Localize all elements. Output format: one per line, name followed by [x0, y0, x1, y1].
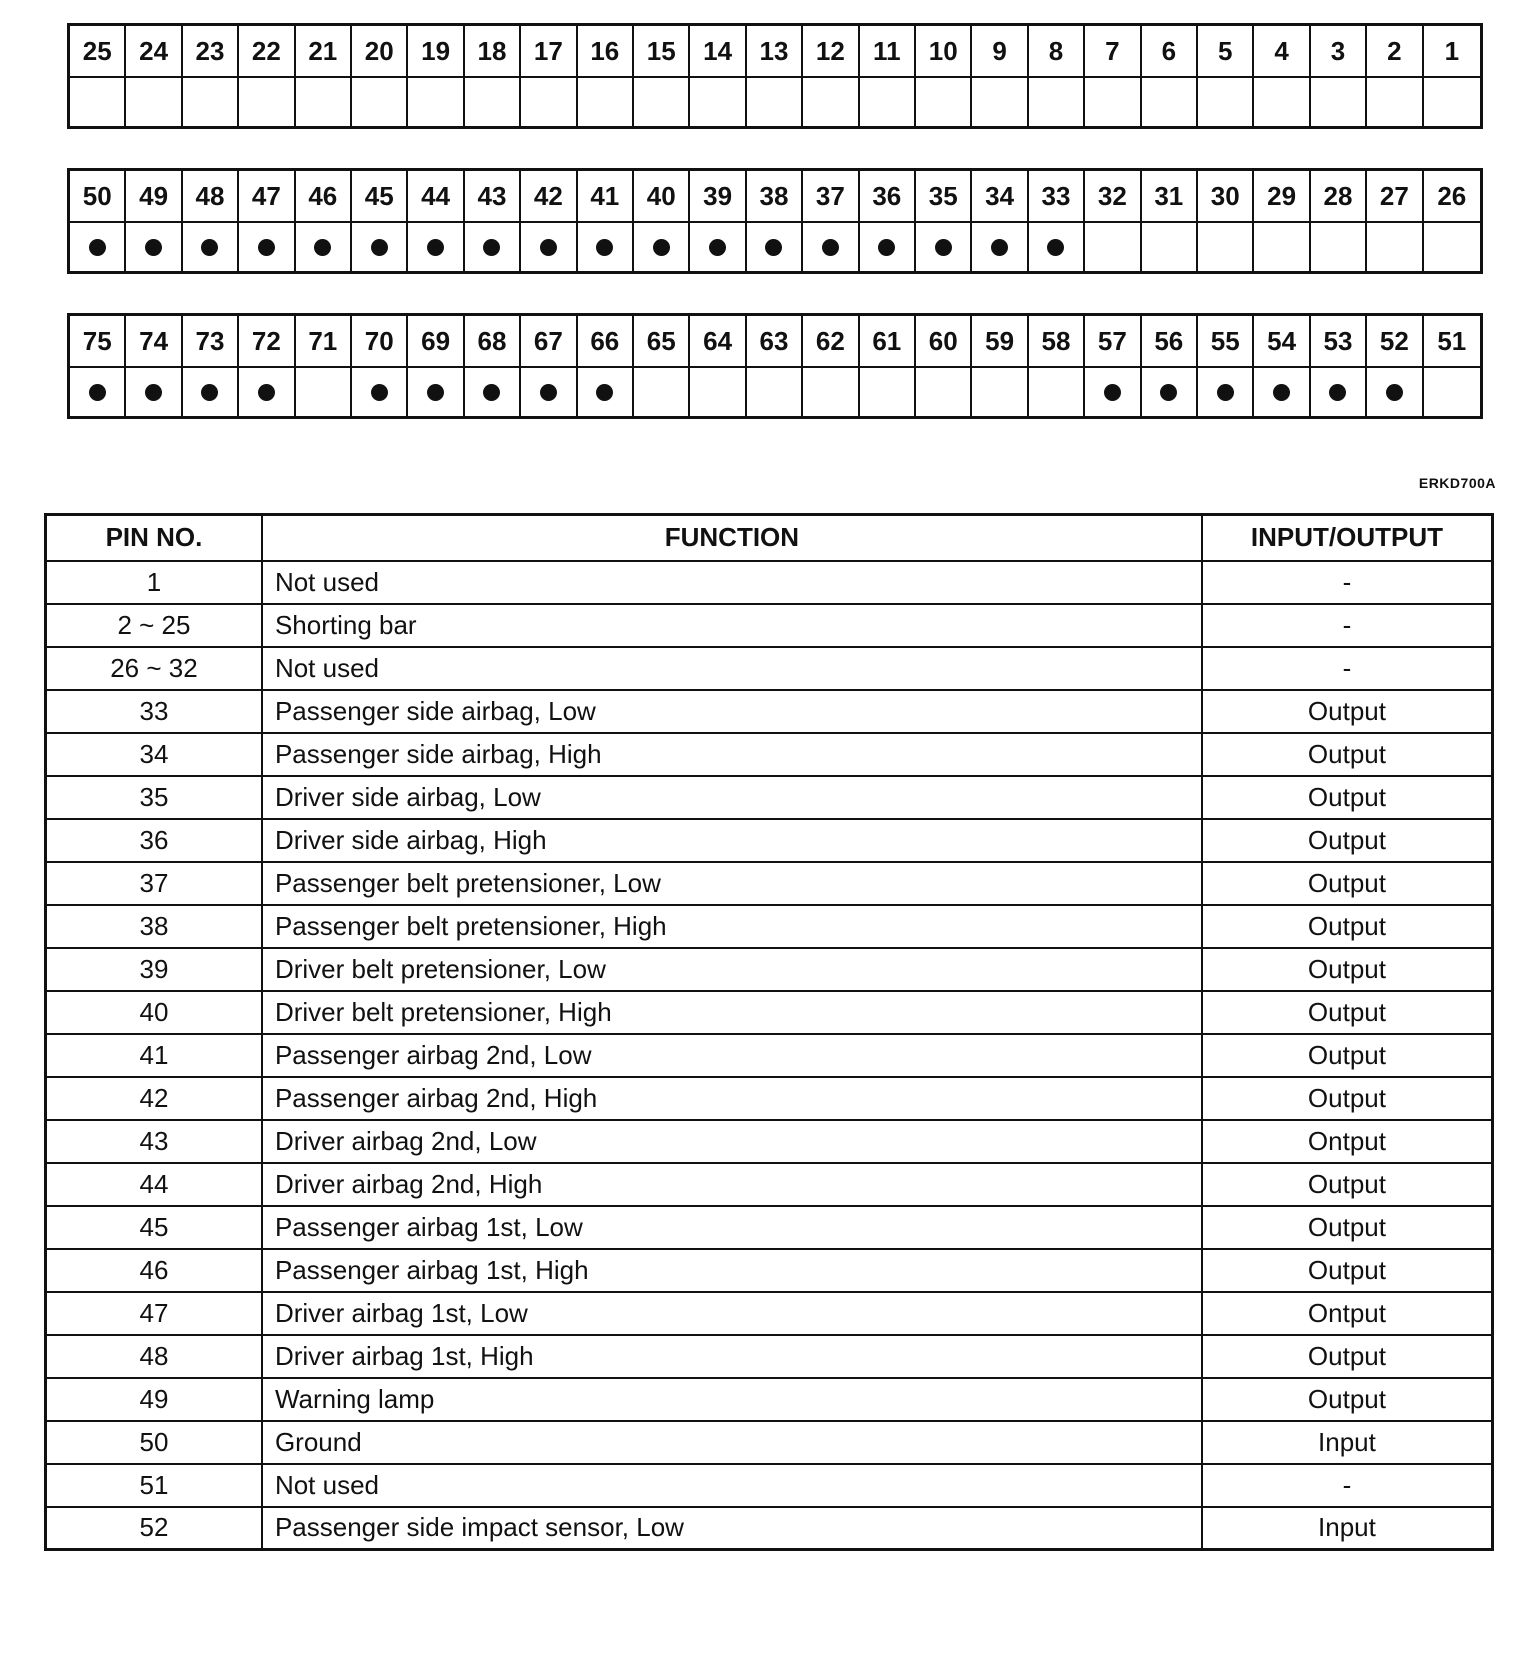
- pin-number-cell: 12: [803, 26, 859, 78]
- pin-number-cell: 24: [126, 26, 182, 78]
- pin-number-cell: 37: [803, 171, 859, 223]
- pin-no-cell: 41: [46, 1034, 262, 1077]
- pin-terminal-cell: [1142, 78, 1198, 126]
- pin-number-cell: 48: [183, 171, 239, 223]
- pin-terminal-cell: [1367, 368, 1423, 416]
- pin-number-cell: 51: [1424, 316, 1480, 368]
- table-row: [46, 1077, 1493, 1120]
- pin-number-cell: 10: [916, 26, 972, 78]
- pin-number-cell: 9: [972, 26, 1028, 78]
- pin-number-cell: 52: [1367, 316, 1423, 368]
- pin-no-cell: 46: [46, 1249, 262, 1292]
- function-cell: Driver side airbag, Low: [262, 776, 1202, 819]
- pin-number-cell: 40: [634, 171, 690, 223]
- pin-terminal-cell: [690, 223, 746, 271]
- terminal-populated-dot: [427, 384, 444, 401]
- function-cell: Driver airbag 1st, Low: [262, 1292, 1202, 1335]
- pin-terminal-cell: [1198, 223, 1254, 271]
- pin-number-cell: 55: [1198, 316, 1254, 368]
- function-cell: Passenger side airbag, Low: [262, 690, 1202, 733]
- pin-terminal-cell: [578, 78, 634, 126]
- pin-terminal-cell: [578, 368, 634, 416]
- pin-terminal-cell: [747, 368, 803, 416]
- table-row: [46, 1249, 1493, 1292]
- function-cell: Passenger side airbag, High: [262, 733, 1202, 776]
- pin-terminal-cell: [408, 78, 464, 126]
- input-output-cell: Output: [1202, 991, 1493, 1034]
- input-output-cell: Output: [1202, 1077, 1493, 1120]
- terminal-populated-dot: [596, 384, 613, 401]
- input-output-cell: Ontput: [1202, 1120, 1493, 1163]
- terminal-populated-dot: [1104, 384, 1121, 401]
- pin-terminal-cell: [126, 368, 182, 416]
- table-row: [46, 1120, 1493, 1163]
- terminal-populated-dot: [1386, 384, 1403, 401]
- pin-terminal-cell: [1254, 223, 1310, 271]
- pin-no-cell: 38: [46, 905, 262, 948]
- pin-number-cell: 31: [1142, 171, 1198, 223]
- pin-number-cell: 62: [803, 316, 859, 368]
- pin-number-cell: 36: [860, 171, 916, 223]
- pin-number-cell: 42: [521, 171, 577, 223]
- pin-no-cell: 42: [46, 1077, 262, 1120]
- function-cell: Ground: [262, 1421, 1202, 1464]
- input-output-cell: Output: [1202, 1163, 1493, 1206]
- pin-no-cell: 48: [46, 1335, 262, 1378]
- terminal-populated-dot: [822, 239, 839, 256]
- input-output-cell: Output: [1202, 690, 1493, 733]
- function-cell: Driver airbag 2nd, High: [262, 1163, 1202, 1206]
- function-cell: Driver side airbag, High: [262, 819, 1202, 862]
- pin-terminal-cell: [1311, 78, 1367, 126]
- table-row: [46, 561, 1493, 604]
- pin-number-cell: 6: [1142, 26, 1198, 78]
- pin-no-cell: 47: [46, 1292, 262, 1335]
- table-row: [46, 776, 1493, 819]
- pin-no-cell: 36: [46, 819, 262, 862]
- terminal-populated-dot: [89, 384, 106, 401]
- input-output-cell: Output: [1202, 948, 1493, 991]
- function-cell: Passenger airbag 2nd, High: [262, 1077, 1202, 1120]
- input-output-cell: Input: [1202, 1507, 1493, 1550]
- table-row: [46, 905, 1493, 948]
- pin-number-cell: 47: [239, 171, 295, 223]
- pin-no-cell: 33: [46, 690, 262, 733]
- pin-no-cell: 45: [46, 1206, 262, 1249]
- pin-terminal-cell: [70, 368, 126, 416]
- pin-number-cell: 21: [296, 26, 352, 78]
- function-cell: Passenger belt pretensioner, High: [262, 905, 1202, 948]
- table-row: [46, 647, 1493, 690]
- terminal-populated-dot: [540, 384, 557, 401]
- input-output-cell: Output: [1202, 1034, 1493, 1077]
- pin-number-cell: 65: [634, 316, 690, 368]
- input-output-cell: Output: [1202, 1378, 1493, 1421]
- function-cell: Passenger airbag 1st, Low: [262, 1206, 1202, 1249]
- pin-number-cell: 39: [690, 171, 746, 223]
- input-output-cell: -: [1202, 1464, 1493, 1507]
- pin-terminal-cell: [1254, 368, 1310, 416]
- terminal-populated-dot: [371, 384, 388, 401]
- table-row: [46, 819, 1493, 862]
- terminal-populated-dot: [89, 239, 106, 256]
- pin-terminal-cell: [183, 368, 239, 416]
- connector-row-2: [67, 168, 1483, 274]
- pin-number-cell: 70: [352, 316, 408, 368]
- pin-number-cell: 56: [1142, 316, 1198, 368]
- pin-terminal-cell: [860, 368, 916, 416]
- pin-no-cell: 40: [46, 991, 262, 1034]
- pin-number-cell: 14: [690, 26, 746, 78]
- input-output-cell: -: [1202, 561, 1493, 604]
- terminal-populated-dot: [878, 239, 895, 256]
- terminal-populated-dot: [991, 239, 1008, 256]
- pin-terminal-cell: [690, 78, 746, 126]
- pin-no-cell: 44: [46, 1163, 262, 1206]
- pin-number-cell: 18: [465, 26, 521, 78]
- function-cell: Driver airbag 1st, High: [262, 1335, 1202, 1378]
- table-row: [46, 604, 1493, 647]
- terminal-populated-dot: [1160, 384, 1177, 401]
- pin-terminal-cell: [972, 78, 1028, 126]
- pin-number-cell: 64: [690, 316, 746, 368]
- pin-number-cell: 34: [972, 171, 1028, 223]
- pin-no-cell: 52: [46, 1507, 262, 1550]
- table-row: [46, 1292, 1493, 1335]
- table-row: [46, 1034, 1493, 1077]
- figure-code: ERKD700A: [1418, 475, 1496, 491]
- terminal-populated-dot: [258, 239, 275, 256]
- pin-number-cell: 59: [972, 316, 1028, 368]
- pin-number-cell: 44: [408, 171, 464, 223]
- pin-terminal-cell: [860, 78, 916, 126]
- terminal-populated-dot: [483, 239, 500, 256]
- pin-terminal-cell: [690, 368, 746, 416]
- pin-terminal-cell: [916, 78, 972, 126]
- input-output-cell: Output: [1202, 1206, 1493, 1249]
- pin-number-cell: 2: [1367, 26, 1423, 78]
- pin-number-cell: 1: [1424, 26, 1480, 78]
- pin-function-table: [44, 513, 1494, 1551]
- pin-terminal-cell: [972, 368, 1028, 416]
- pin-number-cell: 11: [860, 26, 916, 78]
- pin-no-cell: 39: [46, 948, 262, 991]
- pin-no-cell: 50: [46, 1421, 262, 1464]
- pin-no-cell: 34: [46, 733, 262, 776]
- pin-number-cell: 60: [916, 316, 972, 368]
- pin-terminal-cell: [916, 368, 972, 416]
- function-cell: Not used: [262, 647, 1202, 690]
- pin-number-cell: 43: [465, 171, 521, 223]
- terminal-populated-dot: [765, 239, 782, 256]
- function-cell: Driver airbag 2nd, Low: [262, 1120, 1202, 1163]
- table-row: [46, 991, 1493, 1034]
- pin-terminal-cell: [634, 223, 690, 271]
- pin-number-cell: 4: [1254, 26, 1310, 78]
- function-cell: Not used: [262, 561, 1202, 604]
- pin-number-cell: 23: [183, 26, 239, 78]
- pin-number-cell: 73: [183, 316, 239, 368]
- input-output-cell: Input: [1202, 1421, 1493, 1464]
- pin-no-cell: 35: [46, 776, 262, 819]
- pin-terminal-cell: [1029, 223, 1085, 271]
- pin-terminal-cell: [521, 368, 577, 416]
- function-cell: Passenger airbag 1st, High: [262, 1249, 1202, 1292]
- pin-terminal-cell: [916, 223, 972, 271]
- table-row: [46, 1163, 1493, 1206]
- pin-number-cell: 29: [1254, 171, 1310, 223]
- function-cell: Shorting bar: [262, 604, 1202, 647]
- table-row: [46, 1335, 1493, 1378]
- table-row: [46, 733, 1493, 776]
- pin-number-cell: 74: [126, 316, 182, 368]
- input-output-cell: Output: [1202, 1249, 1493, 1292]
- terminal-populated-dot: [371, 239, 388, 256]
- pin-terminal-cell: [1085, 78, 1141, 126]
- pin-no-cell: 26 ~ 32: [46, 647, 262, 690]
- pin-number-cell: 15: [634, 26, 690, 78]
- pin-terminal-cell: [183, 223, 239, 271]
- pin-terminal-cell: [634, 78, 690, 126]
- pin-number-cell: 38: [747, 171, 803, 223]
- header-function: FUNCTION: [262, 515, 1202, 561]
- pin-number-cell: 28: [1311, 171, 1367, 223]
- pin-terminal-cell: [1142, 368, 1198, 416]
- pin-terminal-cell: [803, 368, 859, 416]
- input-output-cell: -: [1202, 604, 1493, 647]
- terminal-populated-dot: [258, 384, 275, 401]
- pin-number-cell: 41: [578, 171, 634, 223]
- pin-no-cell: 43: [46, 1120, 262, 1163]
- terminal-populated-dot: [145, 384, 162, 401]
- pin-terminal-cell: [352, 78, 408, 126]
- terminal-populated-dot: [427, 239, 444, 256]
- input-output-cell: Output: [1202, 776, 1493, 819]
- pin-terminal-cell: [70, 223, 126, 271]
- pin-number-cell: 7: [1085, 26, 1141, 78]
- pin-terminal-cell: [1424, 223, 1480, 271]
- function-cell: Driver belt pretensioner, Low: [262, 948, 1202, 991]
- input-output-cell: Output: [1202, 862, 1493, 905]
- connector-row-3: [67, 313, 1483, 419]
- table-row: [46, 1206, 1493, 1249]
- pin-number-cell: 30: [1198, 171, 1254, 223]
- pin-terminal-cell: [747, 78, 803, 126]
- pin-terminal-cell: [296, 368, 352, 416]
- pin-number-cell: 50: [70, 171, 126, 223]
- pin-number-cell: 32: [1085, 171, 1141, 223]
- input-output-cell: Output: [1202, 905, 1493, 948]
- pin-number-cell: 19: [408, 26, 464, 78]
- pin-terminal-cell: [1029, 368, 1085, 416]
- pin-number-cell: 25: [70, 26, 126, 78]
- pin-number-cell: 13: [747, 26, 803, 78]
- pin-number-cell: 20: [352, 26, 408, 78]
- pin-number-cell: 33: [1029, 171, 1085, 223]
- pin-terminal-cell: [1254, 78, 1310, 126]
- table-row: [46, 1378, 1493, 1421]
- pin-terminal-cell: [521, 78, 577, 126]
- connector-row-1: [67, 23, 1483, 129]
- pin-number-cell: 54: [1254, 316, 1310, 368]
- terminal-populated-dot: [596, 239, 613, 256]
- pin-no-cell: 2 ~ 25: [46, 604, 262, 647]
- terminal-populated-dot: [653, 239, 670, 256]
- input-output-cell: Ontput: [1202, 1292, 1493, 1335]
- pin-number-cell: 26: [1424, 171, 1480, 223]
- table-row: [46, 1421, 1493, 1464]
- pin-number-cell: 72: [239, 316, 295, 368]
- pin-terminal-cell: [803, 223, 859, 271]
- pin-number-cell: 67: [521, 316, 577, 368]
- function-cell: Driver belt pretensioner, High: [262, 991, 1202, 1034]
- pin-terminal-cell: [1142, 223, 1198, 271]
- terminal-populated-dot: [201, 239, 218, 256]
- pin-terminal-cell: [352, 223, 408, 271]
- pin-number-cell: 58: [1029, 316, 1085, 368]
- pin-terminal-cell: [296, 78, 352, 126]
- pin-number-cell: 8: [1029, 26, 1085, 78]
- pin-terminal-cell: [408, 223, 464, 271]
- function-cell: Not used: [262, 1464, 1202, 1507]
- pin-terminal-cell: [239, 223, 295, 271]
- terminal-populated-dot: [1047, 239, 1064, 256]
- function-cell: Passenger side impact sensor, Low: [262, 1507, 1202, 1550]
- pin-terminal-cell: [1085, 223, 1141, 271]
- pin-terminal-cell: [465, 368, 521, 416]
- terminal-populated-dot: [145, 239, 162, 256]
- pin-number-cell: 66: [578, 316, 634, 368]
- pin-terminal-cell: [803, 78, 859, 126]
- pin-terminal-cell: [126, 223, 182, 271]
- pin-number-cell: 53: [1311, 316, 1367, 368]
- terminal-populated-dot: [201, 384, 218, 401]
- terminal-populated-dot: [1217, 384, 1234, 401]
- table-row: [46, 690, 1493, 733]
- pin-number-cell: 5: [1198, 26, 1254, 78]
- terminal-populated-dot: [1273, 384, 1290, 401]
- pin-terminal-cell: [860, 223, 916, 271]
- table-row: [46, 948, 1493, 991]
- pin-number-cell: 27: [1367, 171, 1423, 223]
- table-header-row: [46, 515, 1493, 561]
- terminal-populated-dot: [935, 239, 952, 256]
- pin-terminal-cell: [352, 368, 408, 416]
- input-output-cell: Output: [1202, 1335, 1493, 1378]
- pin-no-cell: 51: [46, 1464, 262, 1507]
- pin-number-cell: 22: [239, 26, 295, 78]
- function-cell: Passenger belt pretensioner, Low: [262, 862, 1202, 905]
- pin-terminal-cell: [465, 223, 521, 271]
- table-row: [46, 1464, 1493, 1507]
- pin-terminal-cell: [972, 223, 1028, 271]
- pin-terminal-cell: [1029, 78, 1085, 126]
- pin-no-cell: 1: [46, 561, 262, 604]
- pin-number-cell: 3: [1311, 26, 1367, 78]
- pin-terminal-cell: [1198, 368, 1254, 416]
- pin-terminal-cell: [1198, 78, 1254, 126]
- function-cell: Warning lamp: [262, 1378, 1202, 1421]
- pin-number-cell: 68: [465, 316, 521, 368]
- pin-terminal-cell: [70, 78, 126, 126]
- pin-number-cell: 17: [521, 26, 577, 78]
- pin-number-cell: 57: [1085, 316, 1141, 368]
- input-output-cell: Output: [1202, 733, 1493, 776]
- pin-number-cell: 61: [860, 316, 916, 368]
- pin-terminal-cell: [1311, 223, 1367, 271]
- pin-number-cell: 46: [296, 171, 352, 223]
- pin-terminal-cell: [1424, 368, 1480, 416]
- pin-terminal-cell: [296, 223, 352, 271]
- pin-number-cell: 35: [916, 171, 972, 223]
- pin-number-cell: 63: [747, 316, 803, 368]
- pin-terminal-cell: [747, 223, 803, 271]
- terminal-populated-dot: [540, 239, 557, 256]
- pin-terminal-cell: [1424, 78, 1480, 126]
- header-input-output: INPUT/OUTPUT: [1202, 515, 1493, 561]
- pin-terminal-cell: [465, 78, 521, 126]
- input-output-cell: Output: [1202, 819, 1493, 862]
- terminal-populated-dot: [314, 239, 331, 256]
- pin-number-cell: 49: [126, 171, 182, 223]
- pin-terminal-cell: [183, 78, 239, 126]
- pin-terminal-cell: [578, 223, 634, 271]
- terminal-populated-dot: [483, 384, 500, 401]
- header-pin-no: PIN NO.: [46, 515, 262, 561]
- pin-terminal-cell: [634, 368, 690, 416]
- table-row: [46, 862, 1493, 905]
- pin-number-cell: 16: [578, 26, 634, 78]
- pin-terminal-cell: [1367, 78, 1423, 126]
- pin-number-cell: 75: [70, 316, 126, 368]
- pin-terminal-cell: [1367, 223, 1423, 271]
- input-output-cell: -: [1202, 647, 1493, 690]
- terminal-populated-dot: [709, 239, 726, 256]
- pin-terminal-cell: [1085, 368, 1141, 416]
- pin-no-cell: 37: [46, 862, 262, 905]
- pin-no-cell: 49: [46, 1378, 262, 1421]
- pin-terminal-cell: [521, 223, 577, 271]
- table-row: [46, 1507, 1493, 1550]
- pin-terminal-cell: [408, 368, 464, 416]
- pin-number-cell: 69: [408, 316, 464, 368]
- pin-number-cell: 45: [352, 171, 408, 223]
- pin-terminal-cell: [239, 78, 295, 126]
- pin-terminal-cell: [126, 78, 182, 126]
- pin-terminal-cell: [239, 368, 295, 416]
- terminal-populated-dot: [1329, 384, 1346, 401]
- pin-number-cell: 71: [296, 316, 352, 368]
- pin-terminal-cell: [1311, 368, 1367, 416]
- function-cell: Passenger airbag 2nd, Low: [262, 1034, 1202, 1077]
